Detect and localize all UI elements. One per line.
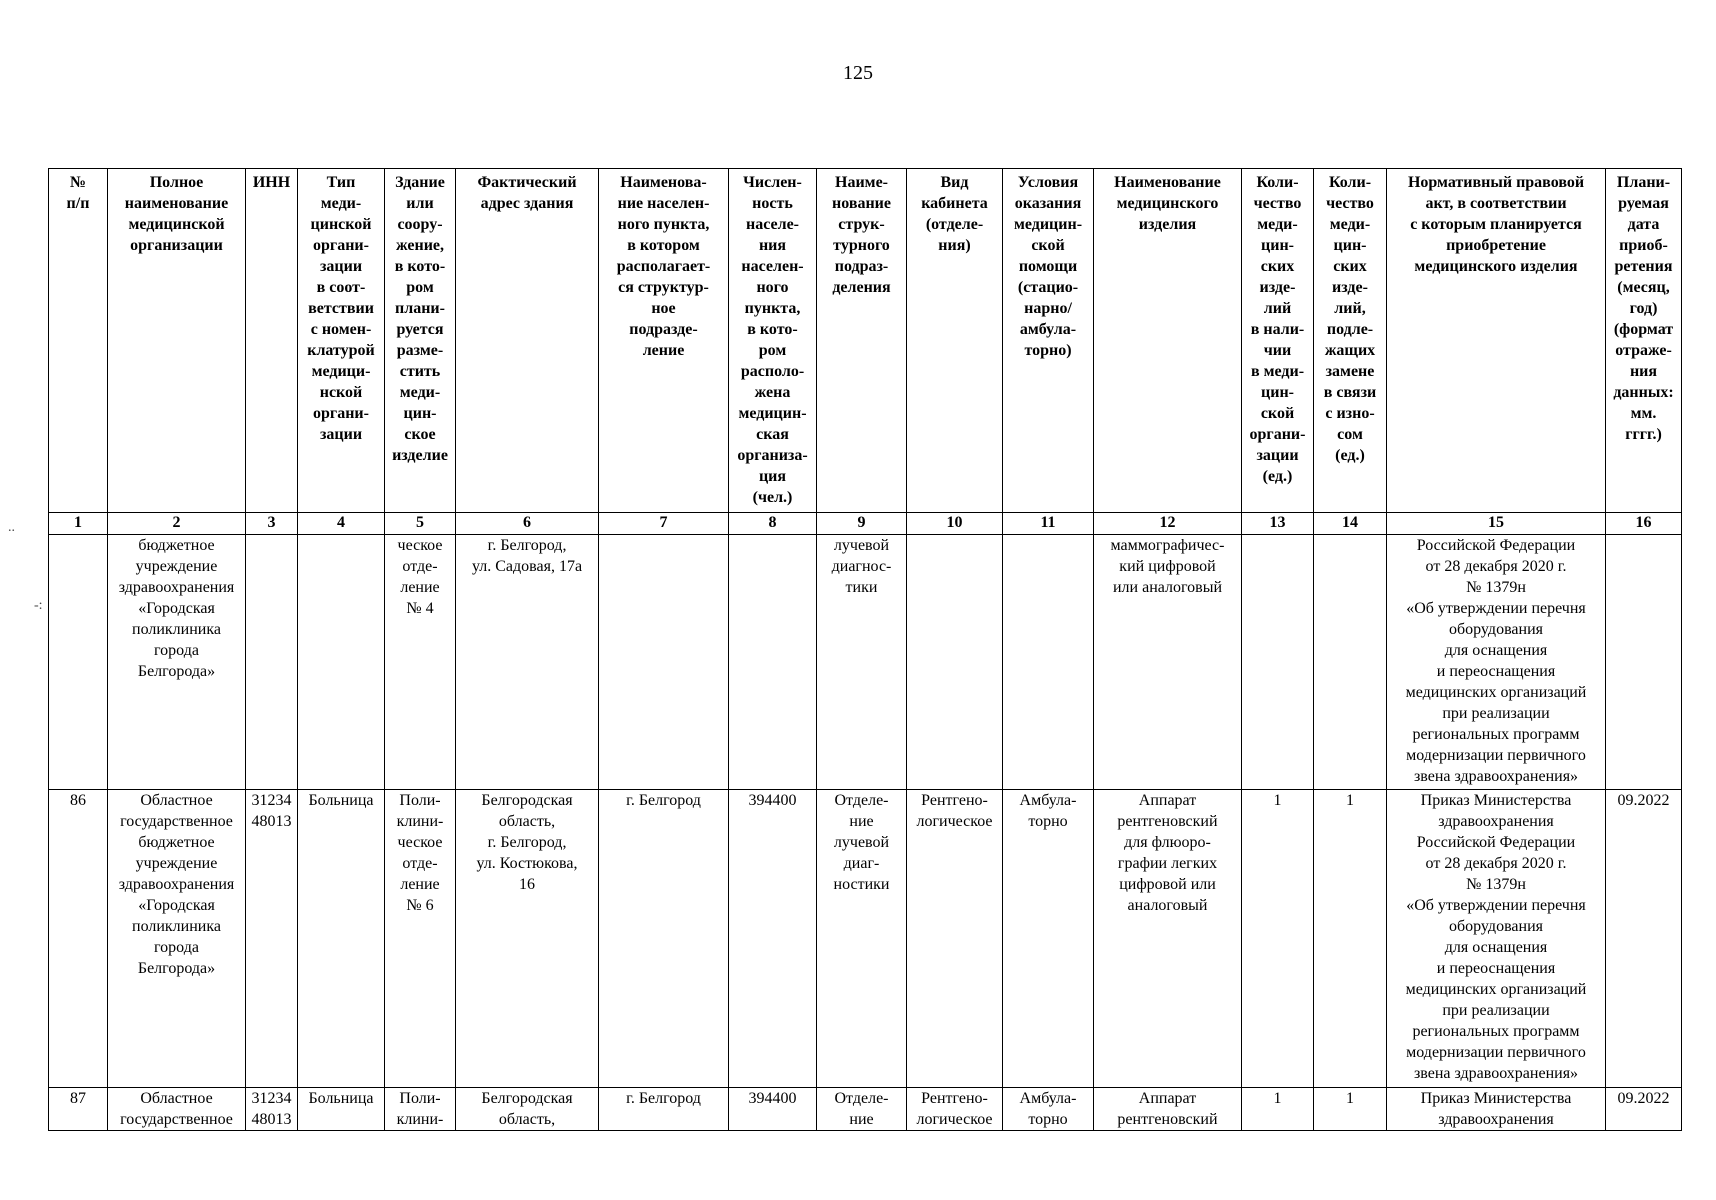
header-cell: ИНН — [246, 169, 298, 513]
table-cell: Белгородская область, г. Белгород, ул. Костюкова, 16 — [456, 790, 599, 1088]
header-cell: Коли- чество меди- цин- ских изде- лий, подле- жащих замене в связи с изно- сом (ед.) — [1314, 169, 1387, 513]
table-cell: 87 — [49, 1088, 108, 1131]
table-cell: г. Белгород, ул. Садовая, 17а — [456, 535, 599, 790]
header-cell: Полное наименование медицинской организации — [108, 169, 246, 513]
table-cell: 394400 — [729, 1088, 817, 1131]
header-cell: Условия оказания медицин- ской помощи (стацио- нарно/ амбула- торно) — [1003, 169, 1094, 513]
table-cell: Белгородская область, — [456, 1088, 599, 1131]
table-cell — [599, 535, 729, 790]
table-cell — [246, 535, 298, 790]
header-cell: Плани- руемая дата приоб- ретения (месяц, год) (формат отраже- ния данных: мм. гггг.) — [1606, 169, 1682, 513]
equipment-table — [48, 168, 1682, 1131]
header-cell: Нормативный правовой акт, в соответствии с которым планируется приобретение медицинского изделия — [1387, 169, 1606, 513]
table-row — [49, 535, 1682, 790]
table-cell: Амбула- торно — [1003, 1088, 1094, 1131]
column-number: 1 — [49, 513, 108, 535]
table-cell — [1314, 535, 1387, 790]
table-cell — [49, 535, 108, 790]
column-number: 15 — [1387, 513, 1606, 535]
table-cell: 09.2022 — [1606, 1088, 1682, 1131]
column-number: 9 — [817, 513, 907, 535]
header-cell: Тип меди- цинской органи- зации в соот- ветствии с номен- клатурой медици- нской органи- зации — [298, 169, 385, 513]
page-number: 125 — [843, 62, 873, 84]
table-cell: Аппарат рентгеновский для флюоро- графии легких цифровой или аналоговый — [1094, 790, 1242, 1088]
column-number: 10 — [907, 513, 1003, 535]
table-cell: 1 — [1242, 790, 1314, 1088]
table-cell: 1 — [1242, 1088, 1314, 1131]
header-cell: Числен- ность населе- ния населен- ного пункта, в кото- ром располо- жена медицин- ская организа- ция (чел.) — [729, 169, 817, 513]
table-cell: 31234 48013 — [246, 790, 298, 1088]
table-cell: Аппарат рентгеновский — [1094, 1088, 1242, 1131]
margin-mark: -: — [34, 598, 43, 613]
table-cell: 1 — [1314, 1088, 1387, 1131]
column-number: 6 — [456, 513, 599, 535]
table-cell: Рентгено- логическое — [907, 1088, 1003, 1131]
table-cell: Больница — [298, 790, 385, 1088]
table-cell: маммографичес- кий цифровой или аналоговый — [1094, 535, 1242, 790]
column-number-row — [49, 513, 1682, 535]
table-cell: 31234 48013 — [246, 1088, 298, 1131]
column-number: 7 — [599, 513, 729, 535]
table-cell: 394400 — [729, 790, 817, 1088]
table-cell: Поли- клини- — [385, 1088, 456, 1131]
header-cell: Наименова- ние населен- ного пункта, в котором располагает- ся структур- ное подразде- ление — [599, 169, 729, 513]
table-cell: г. Белгород — [599, 790, 729, 1088]
column-number: 11 — [1003, 513, 1094, 535]
column-number: 2 — [108, 513, 246, 535]
table-cell — [1003, 535, 1094, 790]
table-cell: Поли- клини- ческое отде- ление № 6 — [385, 790, 456, 1088]
table-cell: Отделе- ние — [817, 1088, 907, 1131]
header-cell: Коли- чество меди- цин- ских изде- лий в нали- чии в меди- цин- ской органи- зации (ед.) — [1242, 169, 1314, 513]
table-cell: бюджетное учреждение здравоохранения «Городская поликлиника города Белгорода» — [108, 535, 246, 790]
header-cell: Вид кабинета (отделе- ния) — [907, 169, 1003, 513]
table-cell — [298, 535, 385, 790]
table-cell: Рентгено- логическое — [907, 790, 1003, 1088]
table-row — [49, 1088, 1682, 1131]
margin-mark: .. — [8, 520, 15, 535]
column-number: 3 — [246, 513, 298, 535]
column-number: 13 — [1242, 513, 1314, 535]
header-cell: Наименование медицинского изделия — [1094, 169, 1242, 513]
table-cell — [1606, 535, 1682, 790]
table-cell: Приказ Министерства здравоохранения Российской Федерации от 28 декабря 2020 г. № 1379н «Об утверждении перечня оборудования для оснащения и переоснащения медицинских организаций при реализации региональных программ модернизации первичного звена здравоохранения» — [1387, 790, 1606, 1088]
table-cell: г. Белгород — [599, 1088, 729, 1131]
column-number: 16 — [1606, 513, 1682, 535]
table-cell: Российской Федерации от 28 декабря 2020 г. № 1379н «Об утверждении перечня оборудования для оснащения и переоснащения медицинских организаций при реализации региональных программ модернизации первичного звена здравоохранения» — [1387, 535, 1606, 790]
table-cell: Областное государственное бюджетное учреждение здравоохранения «Городская поликлиника города Белгорода» — [108, 790, 246, 1088]
table-cell: Приказ Министерства здравоохранения — [1387, 1088, 1606, 1131]
table-cell: Амбула- торно — [1003, 790, 1094, 1088]
table-cell: лучевой диагнос- тики — [817, 535, 907, 790]
table-cell: 1 — [1314, 790, 1387, 1088]
header-cell: № п/п — [49, 169, 108, 513]
table-cell: 09.2022 — [1606, 790, 1682, 1088]
header-cell: Фактический адрес здания — [456, 169, 599, 513]
table-row — [49, 790, 1682, 1088]
column-number: 5 — [385, 513, 456, 535]
table-header-row — [49, 169, 1682, 513]
column-number: 12 — [1094, 513, 1242, 535]
table-cell: Отделе- ние лучевой диаг- ностики — [817, 790, 907, 1088]
table-cell: 86 — [49, 790, 108, 1088]
header-cell: Здание или соору- жение, в кото- ром плани- руется разме- стить меди- цин- ское изделие — [385, 169, 456, 513]
column-number: 4 — [298, 513, 385, 535]
table-cell: ческое отде- ление № 4 — [385, 535, 456, 790]
table-cell — [729, 535, 817, 790]
table-cell — [1242, 535, 1314, 790]
column-number: 8 — [729, 513, 817, 535]
table-cell — [907, 535, 1003, 790]
table-cell: Больница — [298, 1088, 385, 1131]
header-cell: Наиме- нование струк- турного подраз- деления — [817, 169, 907, 513]
column-number: 14 — [1314, 513, 1387, 535]
table-cell: Областное государственное — [108, 1088, 246, 1131]
